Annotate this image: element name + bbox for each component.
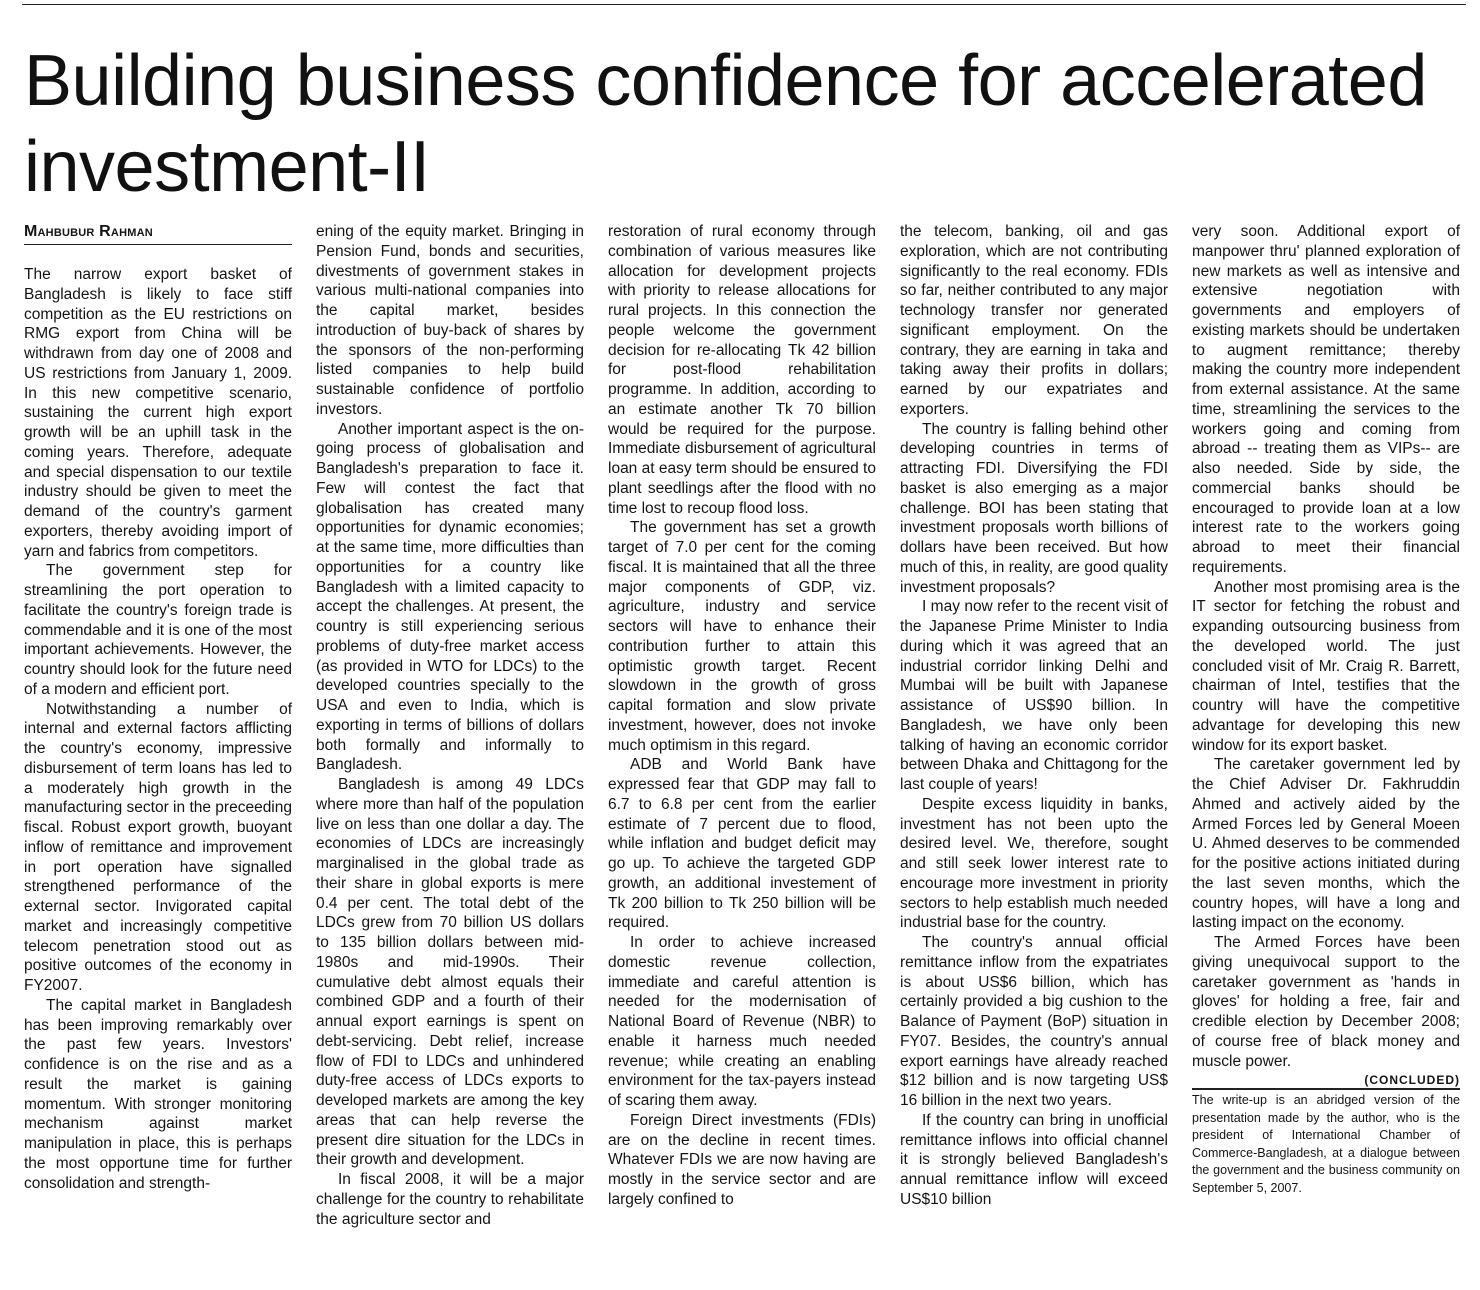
top-rule	[22, 4, 1466, 5]
article-paragraph: The Armed Forces have been giving unequivocal support to the caretaker government as 'hands in gloves' for holding a free, fair and credible election by December 2008; of course free of black money and muscle power.	[1192, 934, 1460, 1070]
article-paragraph: The capital market in Bangladesh has been improving remarkably over the past few years. Investors' confidence is on the rise and as a result the market is gaining momentum. With stronger monitoring mechanism against market manipulation in place, this is perhaps the most opportune time for further consolidation and strength-	[24, 996, 292, 1192]
article-paragraph: very soon. Additional export of manpower thru' planned exploration of new markets as well as intensive and extensive negotiation with governments and employers of existing markets should be undertaken to augment remittance; thereby making the country more independent from external assistance. At the same time, streamlining the services to the workers going and coming from abroad -- treating them as VIPs-- are also needed. Side by side, the commercial banks should be encouraged to provide loan at a low interest rate to the workers going abroad to meet their financial requirements.	[1192, 223, 1460, 576]
article-paragraph: If the country can bring in unofficial remittance inflows into official channel it is strongly believed Bangladesh's annual remittance inflow will exceed US$10 billion	[900, 1111, 1168, 1208]
article-paragraph: Despite excess liquidity in banks, investment has not been upto the desired level. We, therefore, sought and still seek lower interest rate to encourage more investment in priority sectors to help establish much needed industrial base for the country.	[900, 795, 1168, 932]
article-column-3	[608, 222, 876, 1210]
article-paragraph: The country's annual official remittance inflow from the expatriates is about US$6 billion, which has certainly provided a big cushion to the Balance of Payment (BoP) situation in FY07. Besides, the country's annual export earnings have already reached $12 billion and is now targeting US$ 16 billion in the next two years.	[900, 934, 1168, 1109]
article-paragraph: The caretaker government led by the Chief Adviser Dr. Fakhruddin Ahmed and actively aided by the Armed Forces led by General Moeen U. Ahmed deserves to be commended for the positive actions initiated during the last seven months, which the country hopes, will have a long and lasting impact on the economy.	[1192, 756, 1460, 932]
article-paragraph: Foreign Direct investments (FDIs) are on the decline in recent times. Whatever FDIs we are now having are mostly in the service sector and are largely confined to	[608, 1111, 876, 1208]
article-column-4	[900, 222, 1168, 1210]
article-column-5	[1192, 222, 1460, 1197]
article-paragraph: In fiscal 2008, it will be a major challenge for the country to rehabilitate the agriculture sector and	[316, 1171, 584, 1228]
article-paragraph: Another most promising area is the IT sector for fetching the robust and expanding outsourcing business from the developed world. The just concluded visit of Mr. Craig R. Barrett, chairman of Intel, testifies that the country will have the competitive advantage for developing this new window for its export basket.	[1192, 578, 1460, 754]
article-paragraph: The government step for streamlining the port operation to facilitate the country's foreign trade is commendable and it is one of the most important achievements. However, the country should look for the future need of a modern and efficient port.	[24, 562, 292, 698]
article-column-2	[316, 222, 584, 1229]
article-paragraph: ADB and World Bank have expressed fear that GDP may fall to 6.7 to 6.8 per cent from the earlier estimate of 7 percent due to flood, while inflation and budget deficit may go up. To achieve the targeted GDP growth, an additional investement of Tk 200 billion to Tk 250 billion will be required.	[608, 756, 876, 932]
article-paragraph: The narrow export basket of Bangladesh is likely to face stiff competition as the EU restrictions on RMG export from China will be withdrawn from day one of 2008 and US restrictions from January 1, 2009. In this new competitive scenario, sustaining the current high export growth will be an uphill task in the coming years. Therefore, adequate and special dispensation to our textile industry should be given to meet the demand of the country's garment exporters, thereby avoiding import of yarn and fabrics from competitors.	[24, 266, 292, 560]
article-paragraph: restoration of rural economy through combination of various measures like allocation for development projects with priority to release allocations for rural projects. In this connection the people welcome the government decision for re-allocating Tk 42 billion for post-flood rehabilitation programme. In addition, according to an estimate another Tk 70 billion would be required for the purpose. Immediate disbursement of agricultural loan at easy term should be ensured to plant seedlings after the flood with no time lost to recoup flood loss.	[608, 223, 876, 517]
article-paragraph: Another important aspect is the on-going process of globalisation and Bangladesh's preparation to face it. Few will contest the fact that globalisation has created many opportunities for dynamic economies; at the same time, more difficulties than opportunities for a country like Bangladesh with a limited capacity to accept the challenges. At present, the country is still experiencing serious problems of duty-free market access (as provided in WTO for LDCs) to the developed countries specially to the USA and even to India, which is exporting in terms of billions of dollars both formally and informally to Bangladesh.	[316, 420, 584, 774]
concluded-label: (CONCLUDED)	[1192, 1073, 1460, 1090]
article-column-1	[24, 222, 292, 1193]
author-footnote: The write-up is an abridged version of the presentation made by the author, who is the president of International Chamber of Commerce-Bangladesh, at a dialogue between the government and the business community on September 5, 2007.	[1192, 1093, 1460, 1195]
headline: Building business confidence for accelerated investment-II	[24, 41, 1427, 207]
article-paragraph: the telecom, banking, oil and gas exploration, which are not contributing significantly to the real economy. FDIs so far, neither contributed to any major technology transfer nor generated significant employment. On the contrary, they are earning in taka and taking away their profits in dollars; earned by our expatriates and exporters.	[900, 223, 1168, 418]
article-paragraph: ening of the equity market. Bringing in Pension Fund, bonds and securities, divestments of government stakes in various multi-national companies into the capital market, besides introduction of buy-back of shares by the sponsors of the non-performing listed companies to help build sustainable confidence of portfolio investors.	[316, 223, 584, 418]
article-paragraph: In order to achieve increased domestic revenue collection, immediate and careful attention is needed for the modernisation of National Board of Revenue (NBR) to enable it harness much needed revenue; while creating an enabling environment for the tax-payers instead of scaring them away.	[608, 934, 876, 1109]
article-paragraph: The government has set a growth target of 7.0 per cent for the coming fiscal. It is maintained that all the three major components of GDP, viz. agriculture, industry and service sectors will have to enhance their contribution further to attain this optimistic growth target. Recent slowdown in the growth of gross capital formation and slow private investment, however, does not invoke much optimism in this regard.	[608, 519, 876, 754]
article-paragraph: Notwithstanding a number of internal and external factors afflicting the country's economy, impressive disbursement of term loans has led to a moderately high growth in the manufacturing sector in the preceeding fiscal. Robust export growth, buoyant inflow of remittance and improvement in port operation have signalled strengthened performance of the external sector. Invigorated capital market and increasingly competitive telecom penetration stood out as positive outcomes of the economy in FY2007.	[24, 700, 292, 994]
article-paragraph: Bangladesh is among 49 LDCs where more than half of the population live on less than one dollar a day. The economies of LDCs are increasingly marginalised in the global trade as their share in global exports is mere 0.4 per cent. The total debt of the LDCs grew from 70 billion US dollars to 135 billion dollars between mid-1980s and mid-1990s. Their cumulative debt almost equals their combined GDP and a fourth of their annual export earnings is spent on debt-servicing. Debt relief, increase flow of FDI to LDCs and unhindered duty-free access of LDCs exports to developed markets are among the key areas that can help reverse the present dire situation for the LDCs in their growth and development.	[316, 776, 584, 1169]
article-paragraph: I may now refer to the recent visit of the Japanese Prime Minister to India during which it was agreed that an industrial corridor linking Delhi and Mumbai will be built with Japanese assistance of US$90 billion. In Bangladesh, we have only been talking of having an economic corridor between Dhaka and Chittagong for the last couple of years!	[900, 598, 1168, 793]
article-paragraph: The country is falling behind other developing countries in terms of attracting FDI. Diversifying the FDI basket is also emerging as a major challenge. BOI has been stating that investment proposals worth billions of dollars have been received. But how much of this, in reality, are good quality investment proposals?	[900, 420, 1168, 596]
byline: Mahbubur Rahman	[24, 222, 292, 245]
